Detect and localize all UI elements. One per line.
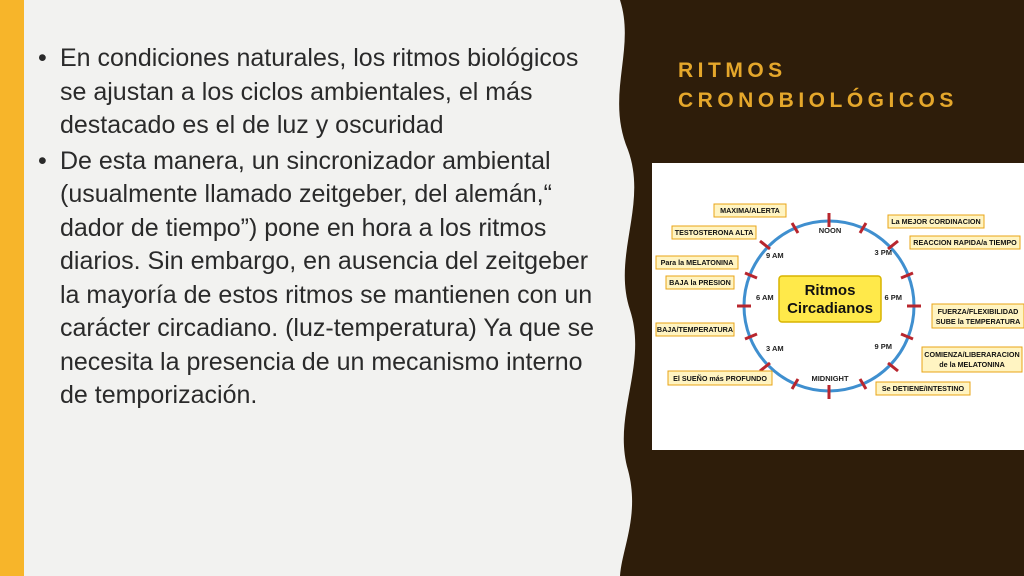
- label-comienza: [922, 347, 1022, 372]
- label-intestino: [876, 382, 970, 395]
- bullet-text: De esta manera, un sincronizador ambiental (usualmente llamado zeitgeber, del alemán,“ dador de tiempo”) pone en hora a los ritmos diarios. Sin embargo, en ausencia del zeitgeber la mayoría de estos ritmos se mantienen con un carácter circadiano. (luz-temperatura) Ya que se necesita la presencia de un mecanismo interno de temporización.: [60, 146, 595, 409]
- bullet-item: [36, 42, 596, 143]
- label-testosterona-text: TESTOSTERONA ALTA: [674, 228, 754, 237]
- center-title-line-1: Ritmos: [804, 282, 856, 299]
- label-maxima: [714, 204, 786, 217]
- label-coordinacion: [888, 215, 984, 228]
- label-reaccion: [910, 236, 1020, 249]
- label-fuerza: [932, 304, 1024, 328]
- label-reaccion-text: REACCION RAPIDA/a TIEMPO: [913, 238, 1017, 247]
- label-comienza-line-1: COMIENZA/LIBERARACION: [924, 350, 1020, 359]
- label-melatonina-text: Para la MELATONINA: [660, 258, 734, 267]
- time-3am: 3 AM: [766, 344, 784, 353]
- time-9pm: 9 PM: [874, 342, 892, 351]
- center-title-line-2: Circadianos: [787, 300, 873, 317]
- time-6pm: 6 PM: [884, 293, 902, 302]
- circadian-diagram-svg: [652, 163, 1024, 450]
- label-melatonina: [656, 256, 738, 269]
- time-6am: 6 AM: [756, 293, 774, 302]
- time-noon: NOON: [818, 226, 842, 235]
- title-line-1: RITMOS: [678, 59, 787, 82]
- time-midnight: MIDNIGHT: [811, 374, 849, 383]
- label-fuerza-line-1: FUERZA/FLEXIBILIDAD: [937, 307, 1019, 316]
- bullet-marker: •: [38, 44, 47, 72]
- bullet-marker: •: [38, 146, 47, 175]
- circadian-diagram: [652, 163, 1024, 450]
- label-fuerza-line-2: SUBE la TEMPERATURA: [935, 317, 1021, 326]
- label-testosterona: [672, 226, 756, 239]
- title-line-2: CRONOBIOLÓGICOS: [678, 89, 958, 112]
- bullet-item: [36, 145, 596, 413]
- time-9am: 9 AM: [766, 251, 784, 260]
- label-intestino-text: Se DETIENE/INTESTINO: [881, 384, 965, 393]
- bullet-list: [36, 42, 596, 415]
- label-presion: [666, 276, 734, 289]
- label-presion-text: BAJA la PRESION: [669, 278, 731, 287]
- label-temperatura-baja-text: BAJA/TEMPERATURA: [656, 325, 734, 334]
- label-sueno-text: El SUEÑO más PROFUNDO: [673, 374, 767, 383]
- bullet-text: En condiciones naturales, los ritmos biológicos se ajustan a los ciclos ambientales, el más destacado es el de luz y oscuridad: [60, 44, 579, 139]
- label-maxima-text: MAXIMA/ALERTA: [720, 206, 780, 215]
- label-comienza-line-2: de la MELATONINA: [939, 360, 1005, 369]
- label-sueno: [668, 371, 772, 385]
- label-coordinacion-text: La MEJOR CORDINACION: [891, 217, 981, 226]
- time-3pm: 3 PM: [874, 248, 892, 257]
- slide-title: [678, 56, 958, 116]
- label-temperatura-baja: [656, 323, 734, 336]
